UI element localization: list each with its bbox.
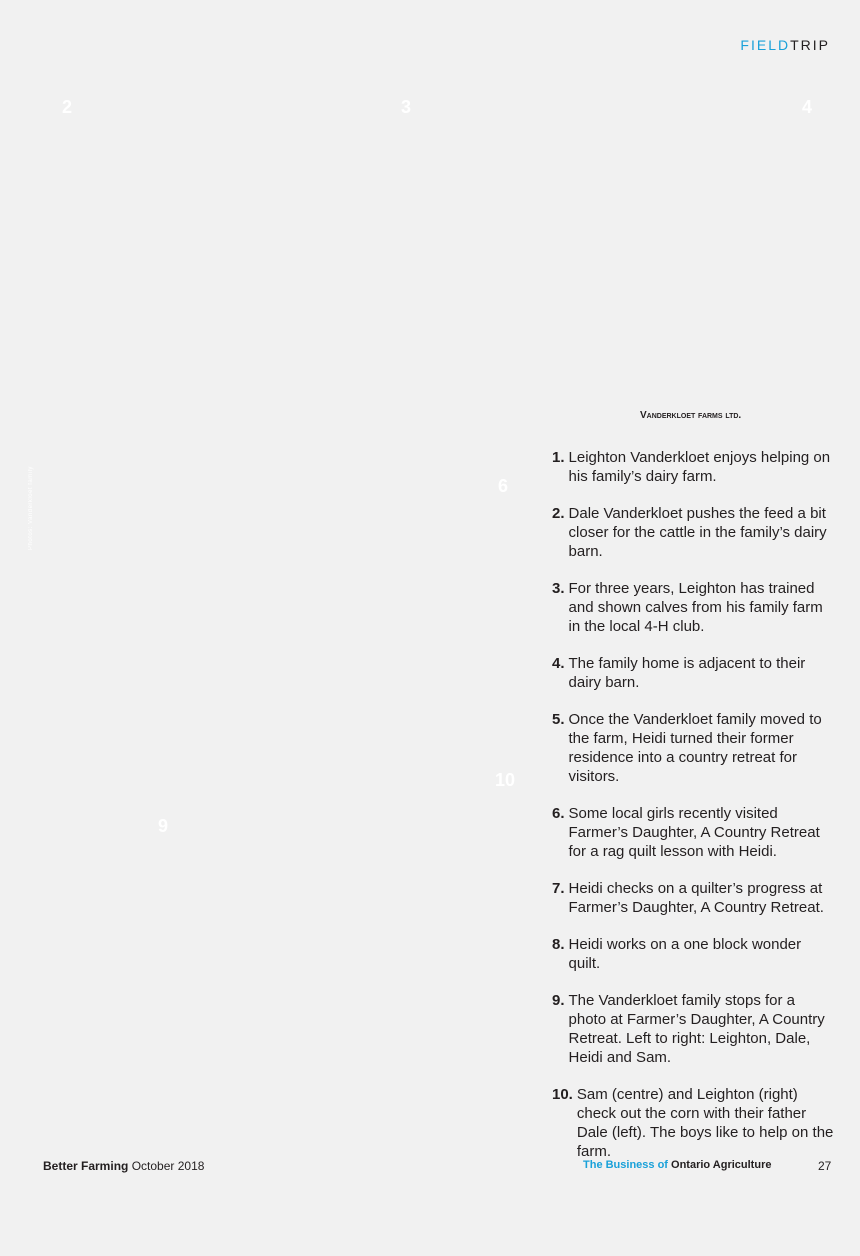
caption-list [552, 448, 834, 1179]
caption-text: For three years, Leighton has trained and shown calves from his family farm in the local 4-H club. [568, 580, 823, 635]
page-number: 27 [818, 1159, 832, 1173]
caption-item [552, 654, 834, 692]
caption-item [552, 804, 834, 861]
photo-number-3: 3 [401, 97, 412, 117]
farm-title: Vanderkloet farms ltd. [640, 410, 742, 421]
footer-tagline-b: Ontario Agriculture [671, 1159, 772, 1171]
caption-item [552, 448, 834, 486]
caption-text: Heidi checks on a quilter’s progress at Farmer’s Daughter, A Country Retreat. [568, 880, 824, 916]
footer-magazine [43, 1159, 204, 1173]
footer-magazine-name: Better Farming [43, 1159, 129, 1173]
footer-tagline [583, 1159, 771, 1171]
caption-item [552, 935, 834, 973]
caption-text: Heidi works on a one block wonder quilt. [568, 936, 802, 972]
photo-number-6: 6 [498, 476, 509, 496]
photo-number-4: 4 [802, 97, 813, 117]
caption-text: The family home is adjacent to their dairy barn. [568, 655, 806, 691]
caption-text: Once the Vanderkloet family moved to the farm, Heidi turned their former residence into a country retreat for visitors. [568, 711, 822, 785]
photo-number-2: 2 [62, 97, 73, 117]
caption-number: 10. [552, 1086, 573, 1103]
photo-credit: Photos: Vanderkloet family [28, 466, 34, 550]
caption-number: 6. [552, 805, 565, 822]
caption-number: 8. [552, 936, 565, 953]
caption-item [552, 1085, 834, 1161]
caption-item [552, 579, 834, 636]
footer-tagline-a: The Business of [583, 1159, 668, 1171]
photo-number-10: 10 [495, 770, 516, 790]
caption-text: The Vanderkloet family stops for a photo at Farmer’s Daughter, A Country Retreat. Left to right: Leighton, Dale, Heidi and Sam. [568, 992, 825, 1066]
caption-text: Sam (centre) and Leighton (right) check out the corn with their father Dale (left). The boys like to help on the farm. [576, 1086, 834, 1160]
section-header-field: FIELD [740, 37, 791, 53]
caption-number: 5. [552, 711, 565, 728]
caption-text: Some local girls recently visited Farmer’s Daughter, A Country Retreat for a rag quilt lesson with Heidi. [568, 805, 820, 860]
section-header-trip: TRIP [790, 37, 830, 53]
caption-item [552, 879, 834, 917]
caption-number: 4. [552, 655, 565, 672]
caption-item [552, 504, 834, 561]
caption-number: 9. [552, 992, 565, 1009]
caption-number: 7. [552, 880, 565, 897]
caption-item [552, 991, 834, 1067]
caption-number: 1. [552, 449, 565, 466]
footer-issue: October 2018 [131, 1159, 205, 1173]
caption-number: 2. [552, 505, 565, 522]
caption-text: Leighton Vanderkloet enjoys helping on his family’s dairy farm. [568, 449, 831, 485]
photo-number-9: 9 [158, 816, 169, 836]
caption-item [552, 710, 834, 786]
caption-text: Dale Vanderkloet pushes the feed a bit closer for the cattle in the family’s dairy barn. [568, 505, 827, 560]
section-header [740, 37, 830, 53]
caption-number: 3. [552, 580, 565, 597]
